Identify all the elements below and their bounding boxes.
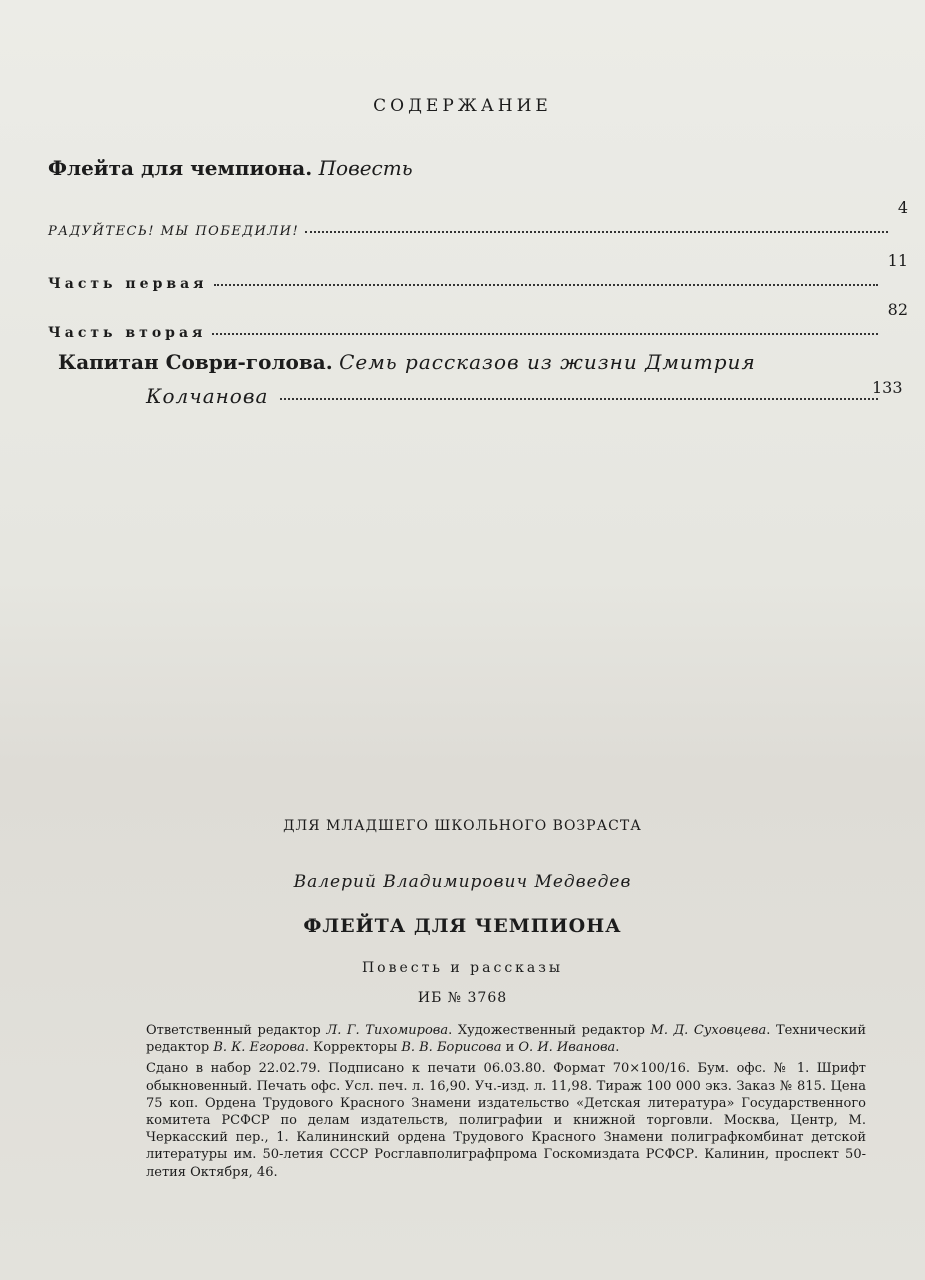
toc-entry <box>48 300 908 341</box>
editor-role-text: . Технический редактор <box>146 1023 866 1056</box>
publication-details: Сдано в набор 22.02.79. Подписано к печати 06.03.80. Формат 70×100/16. Бум. офс. № 1. Шрифт обыкновенный. Печать офс. Усл. печ. л. 16,90. Уч.-изд. л. 11,98. Тираж 100 000 экз. Заказ № 815. Цена 75 коп. Ордена Трудового Красного Знамени издательство «Детская литература» Государственного комитета РСФСР по делам издательств, полиграфии и книжной торговли. Москва, Центр, М. Черкасский пер., 1. Калининский ордена Трудового Красного Знамени полиграфкомбинат детской литературы им. 50-летия СССР Росглавполиграфпрома Госкомиздата РСФСР. Калинин, проспект 50-летия Октября, 46. <box>146 1061 866 1180</box>
editor-name: В. В. Борисова <box>401 1040 502 1056</box>
toc-work-1 <box>48 156 413 180</box>
book-genre: Повесть и рассказы <box>361 960 564 976</box>
dot-leader <box>305 230 888 233</box>
book-title: ФЛЕЙТА ДЛЯ ЧЕМПИОНА <box>303 915 622 937</box>
ib-number: ИБ № 3768 <box>417 990 508 1006</box>
toc-entry-page: 82 <box>887 300 908 319</box>
dot-leader <box>212 332 877 335</box>
imprint-block <box>146 1022 866 1181</box>
toc-work-2 <box>58 350 756 374</box>
editor-name: О. И. Иванова <box>518 1040 616 1056</box>
toc-work-2-continued <box>146 384 908 408</box>
work-2-page: 133 <box>872 378 903 397</box>
toc-heading: СОДЕРЖАНИЕ <box>373 96 552 116</box>
toc-entry-page: 4 <box>897 198 908 217</box>
editor-role-text: Ответственный редактор <box>146 1023 327 1038</box>
dot-leader <box>214 283 878 286</box>
audience-line: ДЛЯ МЛАДШЕГО ШКОЛЬНОГО ВОЗРАСТА <box>283 818 642 834</box>
editor-role-text: . <box>615 1040 620 1056</box>
work-1-genre: Повесть <box>318 156 413 180</box>
editor-role-text: . Корректоры <box>304 1040 402 1056</box>
work-1-title: Флейта для чемпиона. <box>48 156 313 180</box>
editor-role-text: . Художественный редактор <box>448 1023 651 1038</box>
toc-entry-page: 11 <box>887 251 908 270</box>
work-2-subtitle: Семь рассказов из жизни Дмитрия <box>339 350 756 374</box>
toc-entry-label: Часть первая <box>48 276 208 292</box>
work-2-title: Капитан Соври-голова. <box>58 350 333 374</box>
author-name: Валерий Владимирович Медведев <box>293 872 632 892</box>
dot-leader <box>280 397 878 400</box>
editors-paragraph <box>146 1022 866 1056</box>
editor-name: Л. Г. Тихомирова <box>326 1023 449 1038</box>
toc-entry <box>48 251 908 292</box>
toc-entry-label: РАДУЙТЕСЬ! МЫ ПОБЕДИЛИ! <box>48 224 300 239</box>
toc-entry <box>48 198 908 239</box>
toc-entry-label: Часть вторая <box>48 325 207 341</box>
editor-name: В. К. Егорова <box>213 1040 305 1056</box>
editor-name: М. Д. Суховцева <box>650 1023 767 1038</box>
editor-role-text: и <box>501 1040 519 1056</box>
work-2-subtitle-continued: Колчанова <box>146 384 269 408</box>
